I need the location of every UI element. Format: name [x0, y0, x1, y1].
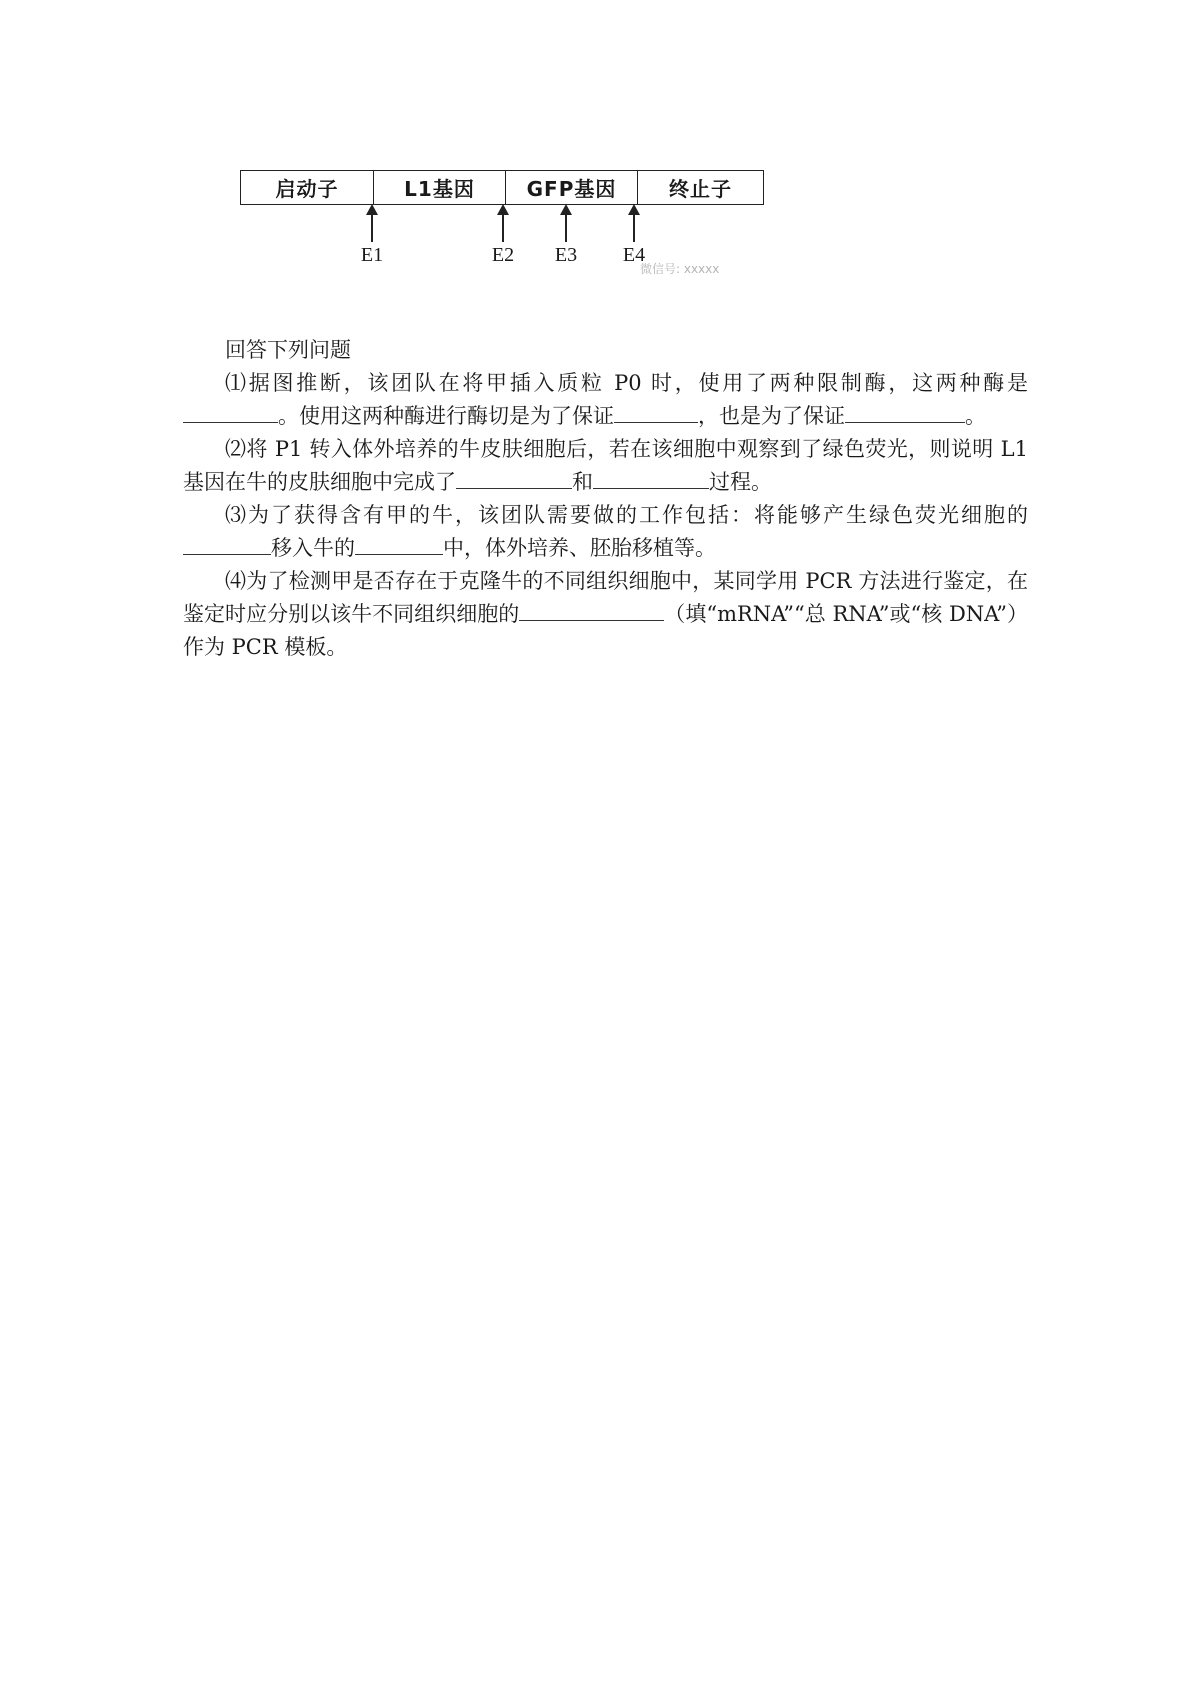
cut-site-e3: [546, 206, 586, 267]
answer-blank-1c[interactable]: [845, 400, 965, 423]
segment-l1-gene: L1基因: [373, 171, 505, 204]
watermark: 微信号: xxxxx: [640, 262, 720, 276]
answer-blank-1b[interactable]: [614, 400, 698, 423]
question-1: ⑴据图推断，该团队在将甲插入质粒 P0 时，使用了两种限制酶，这两种酶是。使用这两种酶进行酶切是为了保证 ，也是为了保证 。: [183, 367, 1028, 433]
up-arrow-icon: [633, 206, 635, 242]
question-2: ⑵将 P1 转入体外培养的牛皮肤细胞后，若在该细胞中观察到了绿色荧光，则说明 L1 基因在牛的皮肤细胞中完成了 和 过程。: [183, 437, 1028, 494]
site-label-e1: E1: [360, 244, 384, 266]
intro-line: 回答下列问题: [225, 338, 351, 362]
segment-promoter: 启动子: [275, 177, 339, 201]
cut-site-e1: [352, 206, 392, 267]
up-arrow-icon: [371, 206, 373, 242]
site-label-e2: E2: [491, 244, 515, 266]
answer-blank-3b[interactable]: [355, 532, 443, 555]
question-text: [183, 334, 1028, 664]
cut-site-e2: [483, 206, 523, 267]
question-4: ⑷为了检测甲是否存在于克隆牛的不同组织细胞中，某同学用 PCR 方法进行鉴定，在鉴定时应分别以该牛不同组织细胞的 （填“mRNA”“总 RNA”或“核 DNA”）作为 PCR 模板。: [183, 569, 1028, 659]
answer-blank-1a[interactable]: [183, 400, 278, 423]
segment-terminator: 终止子: [637, 171, 763, 204]
answer-blank-3a[interactable]: [183, 532, 271, 555]
up-arrow-icon: [565, 206, 567, 242]
gene-bar: [240, 170, 764, 205]
question-3: ⑶为了获得含有甲的牛，该团队需要做的工作包括：将能够产生绿色荧光细胞的移入牛的 中，体外培养、胚胎移植等。: [183, 499, 1028, 565]
answer-blank-2b[interactable]: [593, 466, 709, 489]
cut-site-e4: [614, 206, 654, 267]
answer-blank-4[interactable]: [519, 598, 664, 621]
site-label-e4: E4: [622, 244, 646, 266]
gene-construct-diagram: [240, 170, 800, 280]
segment-gfp-gene: GFP基因: [505, 171, 637, 204]
answer-blank-2a[interactable]: [456, 466, 572, 489]
up-arrow-icon: [502, 206, 504, 242]
site-label-e3: E3: [554, 244, 578, 266]
